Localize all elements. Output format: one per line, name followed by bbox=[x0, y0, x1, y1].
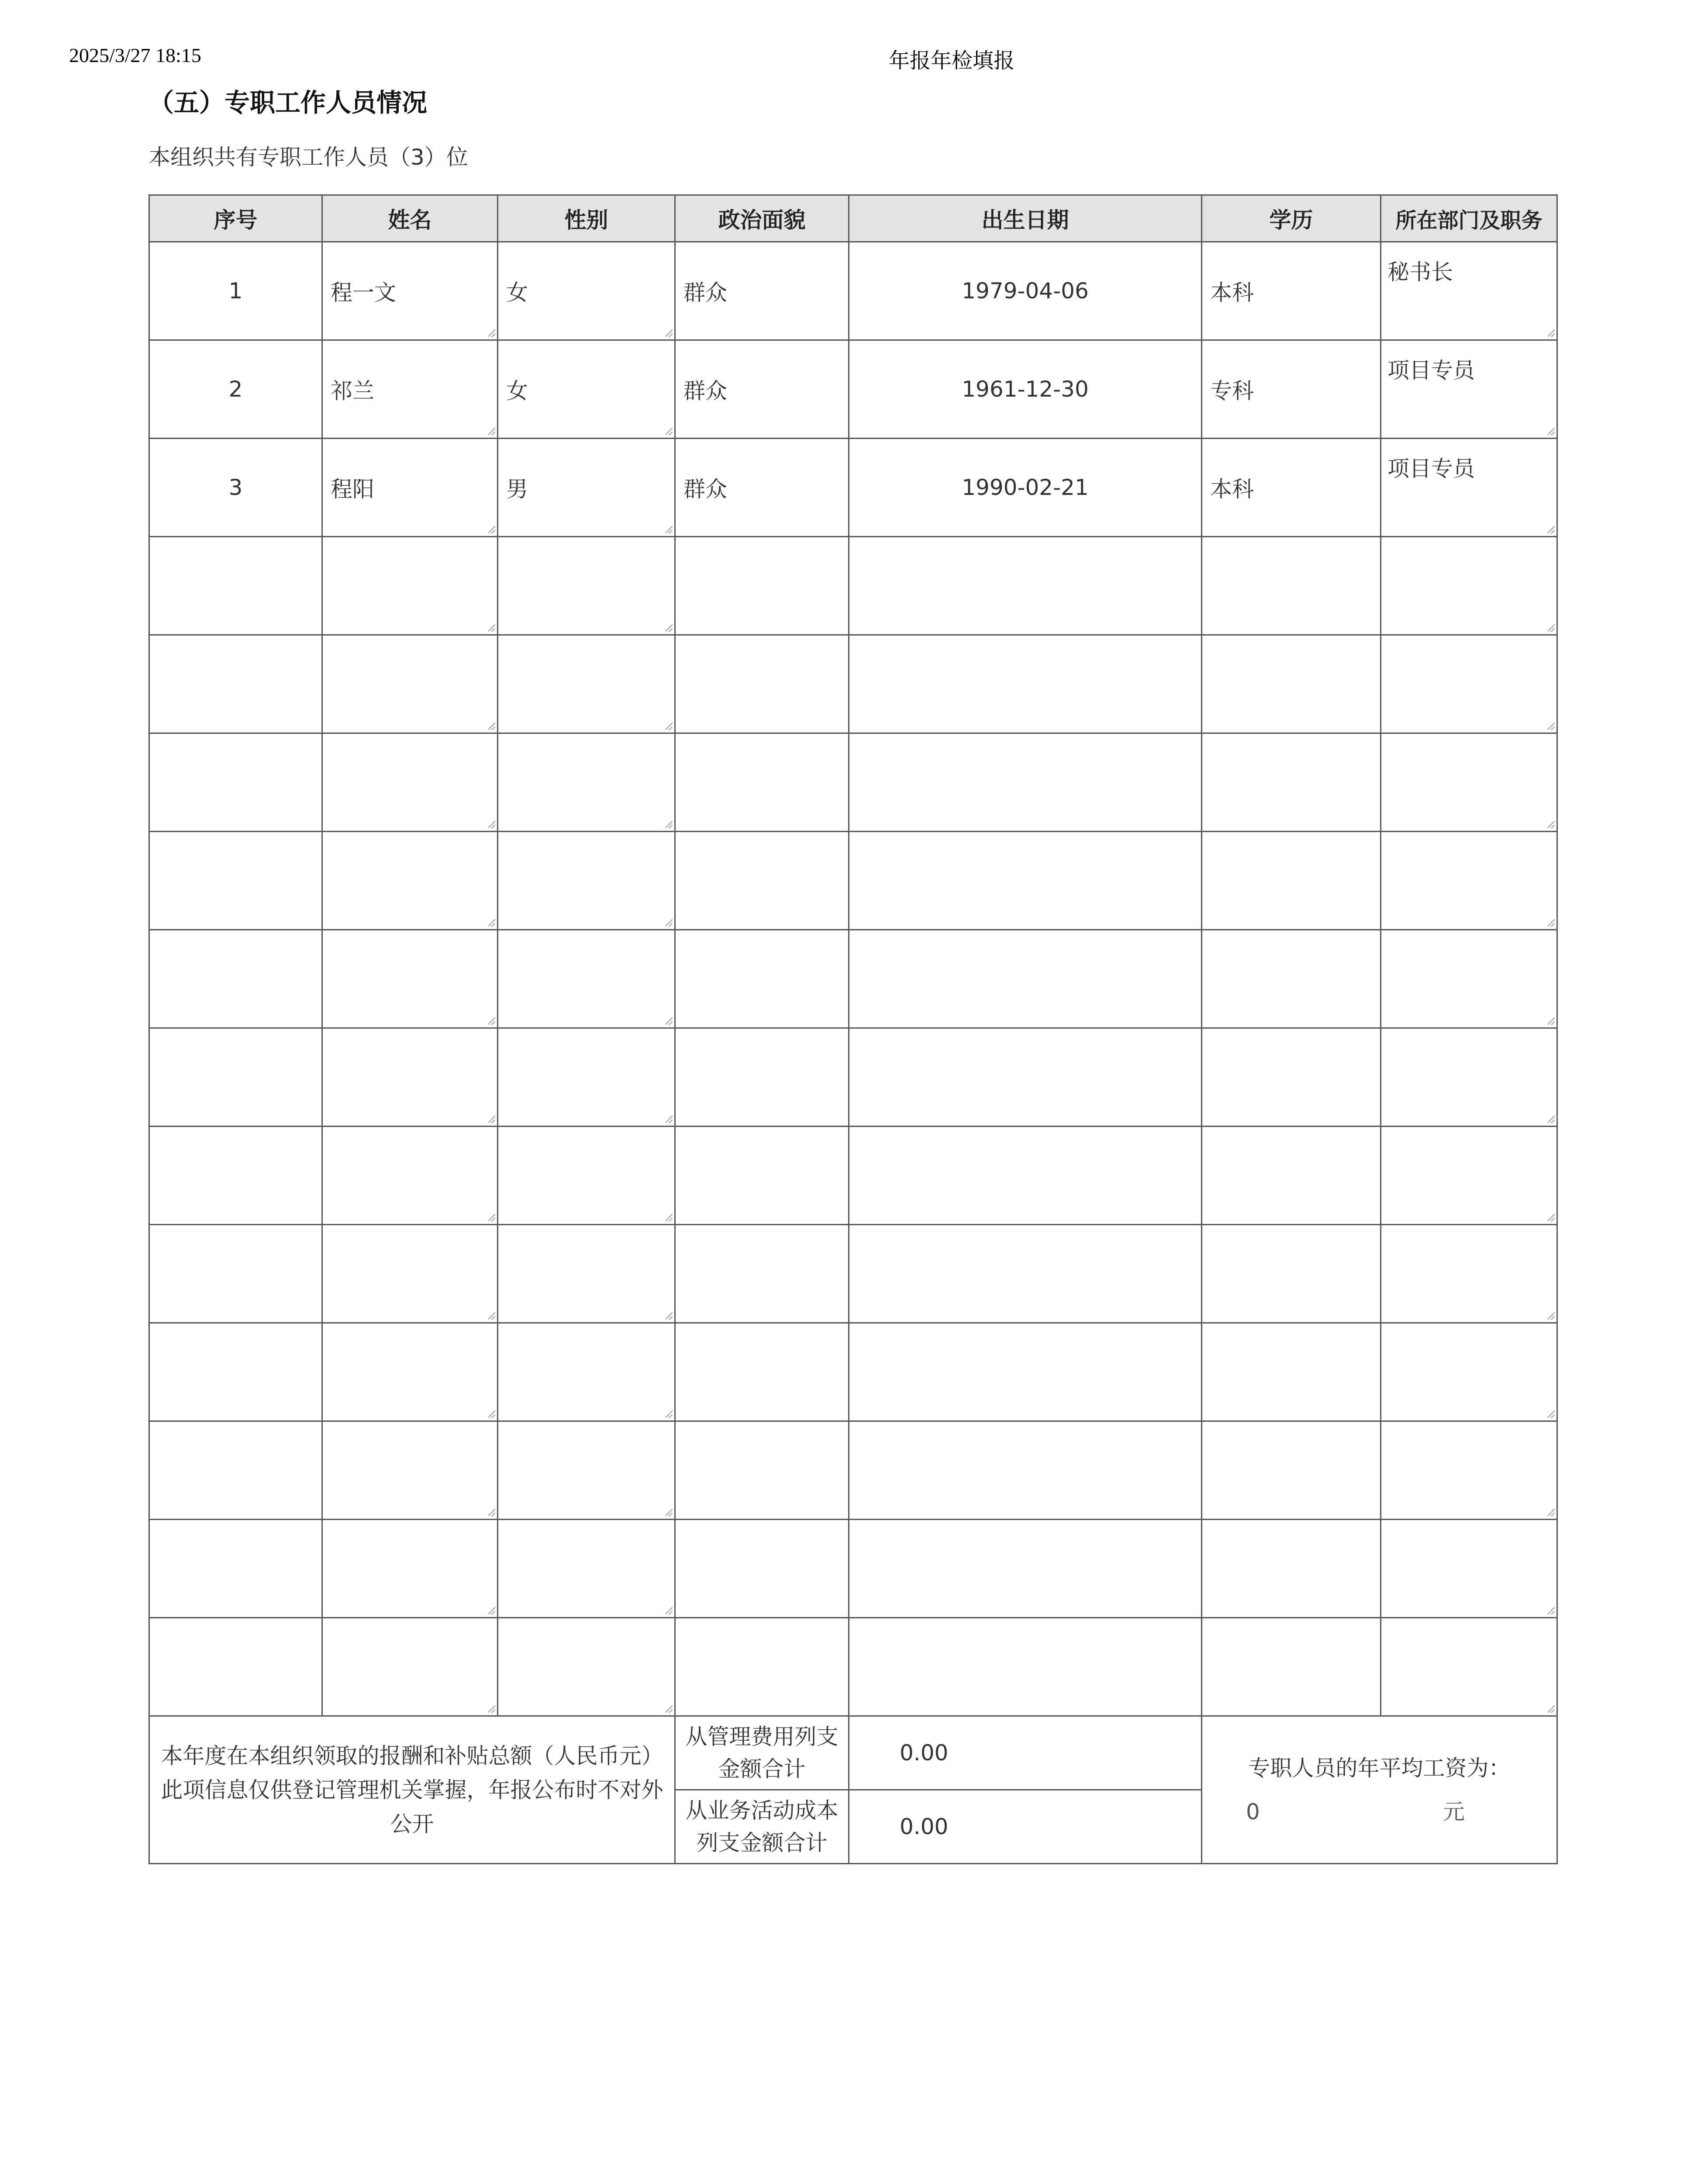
business-cost-amount: 0.00 bbox=[849, 1790, 1202, 1864]
cell-birth-date bbox=[849, 733, 1202, 832]
col-header-index: 序号 bbox=[149, 195, 322, 242]
resize-handle-icon[interactable] bbox=[486, 1409, 495, 1419]
cell-education bbox=[1202, 1028, 1381, 1127]
average-salary-label: 专职人员的年平均工资为： bbox=[1248, 1755, 1511, 1781]
cell-gender[interactable] bbox=[498, 1225, 675, 1323]
resize-handle-icon[interactable] bbox=[663, 721, 673, 731]
cell-gender-text: 女 bbox=[506, 280, 528, 305]
cell-department-position[interactable] bbox=[1381, 439, 1557, 537]
cell-index-text: 3 bbox=[228, 475, 243, 500]
resize-handle-icon[interactable] bbox=[486, 426, 495, 436]
cell-political-status bbox=[675, 635, 849, 733]
cell-index bbox=[149, 1323, 322, 1421]
resize-handle-icon[interactable] bbox=[663, 1606, 673, 1615]
cell-birth-date bbox=[849, 1421, 1202, 1520]
cell-name[interactable] bbox=[322, 832, 498, 930]
resize-handle-icon[interactable] bbox=[486, 1016, 495, 1026]
cell-name[interactable] bbox=[322, 1520, 498, 1618]
cell-birth-date bbox=[849, 832, 1202, 930]
cell-education-text: 本科 bbox=[1210, 280, 1254, 305]
table-row bbox=[149, 1323, 1557, 1421]
resize-handle-icon[interactable] bbox=[486, 721, 495, 731]
resize-handle-icon[interactable] bbox=[663, 1311, 673, 1320]
cell-education bbox=[1202, 1520, 1381, 1618]
resize-handle-icon[interactable] bbox=[663, 1704, 673, 1714]
table-row bbox=[149, 1127, 1557, 1225]
table-row bbox=[149, 1028, 1557, 1127]
table-row bbox=[149, 1225, 1557, 1323]
cell-gender[interactable] bbox=[498, 340, 675, 439]
cell-name[interactable] bbox=[322, 242, 498, 340]
cell-department-position[interactable] bbox=[1381, 1323, 1557, 1421]
cell-birth-date bbox=[849, 1618, 1202, 1716]
resize-handle-icon[interactable] bbox=[486, 918, 495, 927]
cell-gender-text: 女 bbox=[506, 378, 528, 404]
cell-index bbox=[149, 439, 322, 537]
management-expense-amount: 0.00 bbox=[849, 1716, 1202, 1790]
cell-birth-date bbox=[849, 1127, 1202, 1225]
average-salary-value: 0 bbox=[1246, 1799, 1260, 1825]
cell-department-position[interactable] bbox=[1381, 635, 1557, 733]
resize-handle-icon[interactable] bbox=[1545, 525, 1555, 534]
resize-handle-icon[interactable] bbox=[1545, 328, 1555, 338]
resize-handle-icon[interactable] bbox=[663, 1409, 673, 1419]
business-cost-label: 从业务活动成本列支金额合计 bbox=[675, 1790, 849, 1864]
staff-count-summary: 本组织共有专职工作人员（3）位 bbox=[148, 145, 468, 170]
cell-political-status bbox=[675, 1127, 849, 1225]
cell-department-position[interactable] bbox=[1381, 930, 1557, 1028]
cell-birth-date bbox=[849, 1323, 1202, 1421]
cell-name-text: 程一文 bbox=[331, 280, 396, 305]
resize-handle-icon[interactable] bbox=[1545, 1704, 1555, 1714]
cell-name[interactable] bbox=[322, 537, 498, 635]
resize-handle-icon[interactable] bbox=[663, 623, 673, 632]
cell-index bbox=[149, 1618, 322, 1716]
cell-political-status bbox=[675, 1225, 849, 1323]
table-row bbox=[149, 930, 1557, 1028]
cell-education bbox=[1202, 635, 1381, 733]
cell-department-position[interactable] bbox=[1381, 537, 1557, 635]
resize-handle-icon[interactable] bbox=[663, 1507, 673, 1517]
resize-handle-icon[interactable] bbox=[486, 1606, 495, 1615]
table-row bbox=[149, 1421, 1557, 1520]
cell-political-status bbox=[675, 1421, 849, 1520]
cell-political-status bbox=[675, 1323, 849, 1421]
cell-education bbox=[1202, 1323, 1381, 1421]
cell-birth-date bbox=[849, 635, 1202, 733]
table-row bbox=[149, 1618, 1557, 1716]
cell-political-status bbox=[675, 1520, 849, 1618]
resize-handle-icon[interactable] bbox=[486, 525, 495, 534]
cell-index bbox=[149, 930, 322, 1028]
cell-political-status bbox=[675, 832, 849, 930]
cell-political-status bbox=[675, 340, 849, 439]
cell-education bbox=[1202, 537, 1381, 635]
resize-handle-icon[interactable] bbox=[663, 1114, 673, 1124]
cell-political-status bbox=[675, 930, 849, 1028]
cell-department-position[interactable] bbox=[1381, 733, 1557, 832]
cell-political-status-text: 群众 bbox=[683, 378, 727, 404]
cell-birth-date bbox=[849, 1225, 1202, 1323]
cell-index-text: 2 bbox=[228, 377, 243, 402]
staff-table-body bbox=[149, 242, 1557, 1716]
cell-birth-date-text: 1961-12-30 bbox=[962, 377, 1089, 402]
resize-handle-icon[interactable] bbox=[663, 918, 673, 927]
cell-department-position[interactable] bbox=[1381, 1618, 1557, 1716]
cell-department-position[interactable] bbox=[1381, 1520, 1557, 1618]
cell-index bbox=[149, 635, 322, 733]
cell-index-text: 1 bbox=[228, 278, 243, 304]
table-row bbox=[149, 1520, 1557, 1618]
cell-birth-date bbox=[849, 340, 1202, 439]
cell-index bbox=[149, 340, 322, 439]
cell-gender[interactable] bbox=[498, 930, 675, 1028]
staff-table bbox=[148, 194, 1558, 1864]
table-row bbox=[149, 832, 1557, 930]
average-salary-cell bbox=[1202, 1716, 1557, 1864]
cell-index bbox=[149, 1421, 322, 1520]
cell-index bbox=[149, 733, 322, 832]
cell-name[interactable] bbox=[322, 1225, 498, 1323]
cell-education-text: 本科 bbox=[1210, 477, 1254, 502]
cell-gender[interactable] bbox=[498, 1028, 675, 1127]
cell-birth-date bbox=[849, 537, 1202, 635]
print-header-title: 年报年检填报 bbox=[889, 49, 1015, 73]
cell-gender[interactable] bbox=[498, 733, 675, 832]
table-row bbox=[149, 439, 1557, 537]
col-header-name: 姓名 bbox=[322, 195, 498, 242]
cell-name[interactable] bbox=[322, 1028, 498, 1127]
cell-political-status bbox=[675, 537, 849, 635]
print-datetime: 2025/3/27 18:15 bbox=[69, 44, 201, 66]
cell-political-status-text: 群众 bbox=[683, 477, 727, 502]
cell-birth-date bbox=[849, 930, 1202, 1028]
resize-handle-icon[interactable] bbox=[1545, 1114, 1555, 1124]
resize-handle-icon[interactable] bbox=[486, 328, 495, 338]
cell-education bbox=[1202, 1127, 1381, 1225]
resize-handle-icon[interactable] bbox=[663, 1213, 673, 1222]
cell-department-position[interactable] bbox=[1381, 832, 1557, 930]
cell-birth-date-text: 1979-04-06 bbox=[962, 278, 1089, 304]
col-header-department-position: 所在部门及职务 bbox=[1381, 195, 1557, 242]
resize-handle-icon[interactable] bbox=[663, 525, 673, 534]
resize-handle-icon[interactable] bbox=[1545, 1507, 1555, 1517]
table-row bbox=[149, 733, 1557, 832]
cell-education bbox=[1202, 1618, 1381, 1716]
resize-handle-icon[interactable] bbox=[1545, 623, 1555, 632]
resize-handle-icon[interactable] bbox=[486, 623, 495, 632]
section-title: （五）专职工作人员情况 bbox=[148, 88, 428, 117]
cell-education bbox=[1202, 832, 1381, 930]
resize-handle-icon[interactable] bbox=[663, 426, 673, 436]
resize-handle-icon[interactable] bbox=[1545, 721, 1555, 731]
table-row bbox=[149, 635, 1557, 733]
cell-name[interactable] bbox=[322, 1421, 498, 1520]
cell-gender[interactable] bbox=[498, 1520, 675, 1618]
cell-education bbox=[1202, 733, 1381, 832]
cell-department-position-text: 秘书长 bbox=[1387, 259, 1453, 285]
table-row bbox=[149, 537, 1557, 635]
cell-department-position[interactable] bbox=[1381, 340, 1557, 439]
cell-department-position[interactable] bbox=[1381, 1225, 1557, 1323]
cell-gender[interactable] bbox=[498, 242, 675, 340]
cell-gender[interactable] bbox=[498, 1618, 675, 1716]
cell-education bbox=[1202, 1225, 1381, 1323]
cell-political-status bbox=[675, 242, 849, 340]
resize-handle-icon[interactable] bbox=[1545, 1213, 1555, 1222]
table-row bbox=[149, 242, 1557, 340]
resize-handle-icon[interactable] bbox=[1545, 426, 1555, 436]
cell-department-position[interactable] bbox=[1381, 242, 1557, 340]
resize-handle-icon[interactable] bbox=[486, 1507, 495, 1517]
cell-name-text: 程阳 bbox=[331, 477, 374, 502]
cell-index bbox=[149, 1028, 322, 1127]
resize-handle-icon[interactable] bbox=[486, 1704, 495, 1714]
cell-birth-date bbox=[849, 1028, 1202, 1127]
cell-gender[interactable] bbox=[498, 1323, 675, 1421]
salary-row-management bbox=[149, 1716, 1557, 1790]
cell-name[interactable] bbox=[322, 1323, 498, 1421]
cell-gender[interactable] bbox=[498, 832, 675, 930]
col-header-education: 学历 bbox=[1202, 195, 1381, 242]
cell-birth-date bbox=[849, 242, 1202, 340]
salary-description: 本年度在本组织领取的报酬和补贴总额（人民币元）此项信息仅供登记管理机关掌握，年报公布时不对外公开 bbox=[149, 1716, 675, 1864]
resize-handle-icon[interactable] bbox=[1545, 1311, 1555, 1320]
resize-handle-icon[interactable] bbox=[1545, 1409, 1555, 1419]
management-expense-label: 从管理费用列支金额合计 bbox=[675, 1716, 849, 1790]
cell-department-position[interactable] bbox=[1381, 1421, 1557, 1520]
cell-index bbox=[149, 242, 322, 340]
cell-gender-text: 男 bbox=[506, 477, 528, 502]
cell-birth-date bbox=[849, 439, 1202, 537]
cell-gender[interactable] bbox=[498, 537, 675, 635]
col-header-birth-date: 出生日期 bbox=[849, 195, 1202, 242]
col-header-gender: 性别 bbox=[498, 195, 675, 242]
average-salary-unit: 元 bbox=[1443, 1799, 1465, 1825]
cell-index bbox=[149, 1127, 322, 1225]
cell-index bbox=[149, 537, 322, 635]
table-header-row bbox=[149, 195, 1557, 242]
cell-education bbox=[1202, 340, 1381, 439]
resize-handle-icon[interactable] bbox=[486, 1114, 495, 1124]
cell-name-text: 祁兰 bbox=[331, 378, 374, 404]
cell-name[interactable] bbox=[322, 439, 498, 537]
cell-name[interactable] bbox=[322, 635, 498, 733]
cell-political-status bbox=[675, 1028, 849, 1127]
resize-handle-icon[interactable] bbox=[1545, 1606, 1555, 1615]
cell-department-position-text: 项目专员 bbox=[1387, 456, 1475, 481]
resize-handle-icon[interactable] bbox=[663, 819, 673, 829]
resize-handle-icon[interactable] bbox=[486, 819, 495, 829]
resize-handle-icon[interactable] bbox=[663, 1016, 673, 1026]
cell-gender[interactable] bbox=[498, 1421, 675, 1520]
cell-education bbox=[1202, 930, 1381, 1028]
cell-gender[interactable] bbox=[498, 439, 675, 537]
cell-index bbox=[149, 832, 322, 930]
cell-political-status bbox=[675, 1618, 849, 1716]
cell-name[interactable] bbox=[322, 340, 498, 439]
cell-political-status-text: 群众 bbox=[683, 280, 727, 305]
cell-political-status bbox=[675, 733, 849, 832]
cell-gender[interactable] bbox=[498, 1127, 675, 1225]
resize-handle-icon[interactable] bbox=[486, 1311, 495, 1320]
col-header-political-status: 政治面貌 bbox=[675, 195, 849, 242]
cell-birth-date bbox=[849, 1520, 1202, 1618]
cell-political-status bbox=[675, 439, 849, 537]
cell-education bbox=[1202, 439, 1381, 537]
cell-gender[interactable] bbox=[498, 635, 675, 733]
resize-handle-icon[interactable] bbox=[663, 328, 673, 338]
cell-index bbox=[149, 1520, 322, 1618]
cell-birth-date-text: 1990-02-21 bbox=[962, 475, 1089, 500]
resize-handle-icon[interactable] bbox=[1545, 819, 1555, 829]
cell-index bbox=[149, 1225, 322, 1323]
resize-handle-icon[interactable] bbox=[1545, 1016, 1555, 1026]
cell-education-text: 专科 bbox=[1210, 378, 1254, 404]
table-row bbox=[149, 340, 1557, 439]
cell-department-position[interactable] bbox=[1381, 1127, 1557, 1225]
resize-handle-icon[interactable] bbox=[1545, 918, 1555, 927]
cell-department-position-text: 项目专员 bbox=[1387, 358, 1475, 383]
average-salary-value-row bbox=[1202, 1790, 1556, 1834]
resize-handle-icon[interactable] bbox=[486, 1213, 495, 1222]
cell-name[interactable] bbox=[322, 1618, 498, 1716]
cell-name[interactable] bbox=[322, 930, 498, 1028]
cell-department-position[interactable] bbox=[1381, 1028, 1557, 1127]
cell-education bbox=[1202, 1421, 1381, 1520]
cell-name[interactable] bbox=[322, 1127, 498, 1225]
cell-education bbox=[1202, 242, 1381, 340]
cell-name[interactable] bbox=[322, 733, 498, 832]
